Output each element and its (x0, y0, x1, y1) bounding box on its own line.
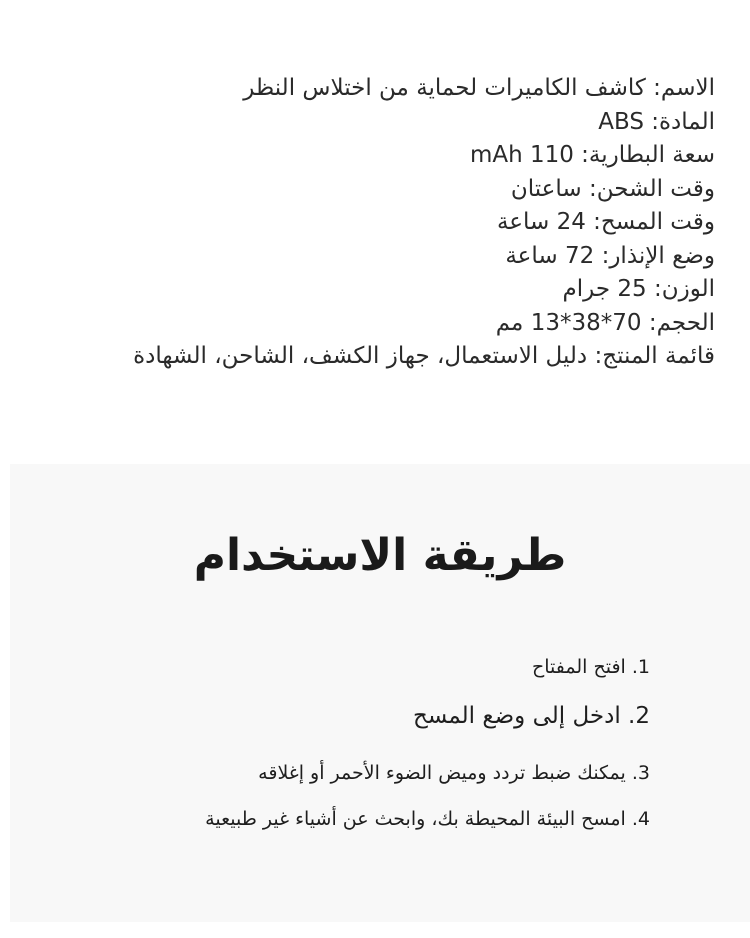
usage-step-1: 1. افتح المفتاح (531, 656, 650, 678)
usage-title: طريقة الاستخدام (193, 530, 567, 581)
spec-name: الاسم: كاشف الكاميرات لحماية من اختلاس النظر (243, 75, 715, 101)
product-specifications (75, 72, 715, 374)
spec-scan-time: وقت المسح: 24 ساعة (496, 209, 715, 235)
usage-instructions-panel (10, 464, 750, 922)
usage-step-4: 4. امسح البيئة المحيطة بك، وابحث عن أشياء غير طبيعية (205, 808, 650, 830)
spec-package-list: قائمة المنتج: دليل الاستعمال، جهاز الكشف، الشاحن، الشهادة (133, 343, 715, 369)
usage-steps-list (50, 644, 650, 842)
spec-charge-time: وقت الشحن: ساعتان (510, 175, 715, 202)
usage-step-2: 2. ادخل إلى وضع المسح (413, 703, 650, 729)
spec-alarm-mode: وضع الإنذار: 72 ساعة (505, 242, 715, 269)
spec-material: المادة: ABS (598, 108, 715, 135)
spec-weight: الوزن: 25 جرام (562, 276, 715, 302)
spec-size: الحجم: 70*38*13 مم (495, 309, 715, 336)
spec-battery: سعة البطارية: 110 mAh (469, 142, 715, 168)
usage-step-3: 3. يمكنك ضبط تردد وميض الضوء الأحمر أو إغلاقه (258, 762, 650, 784)
